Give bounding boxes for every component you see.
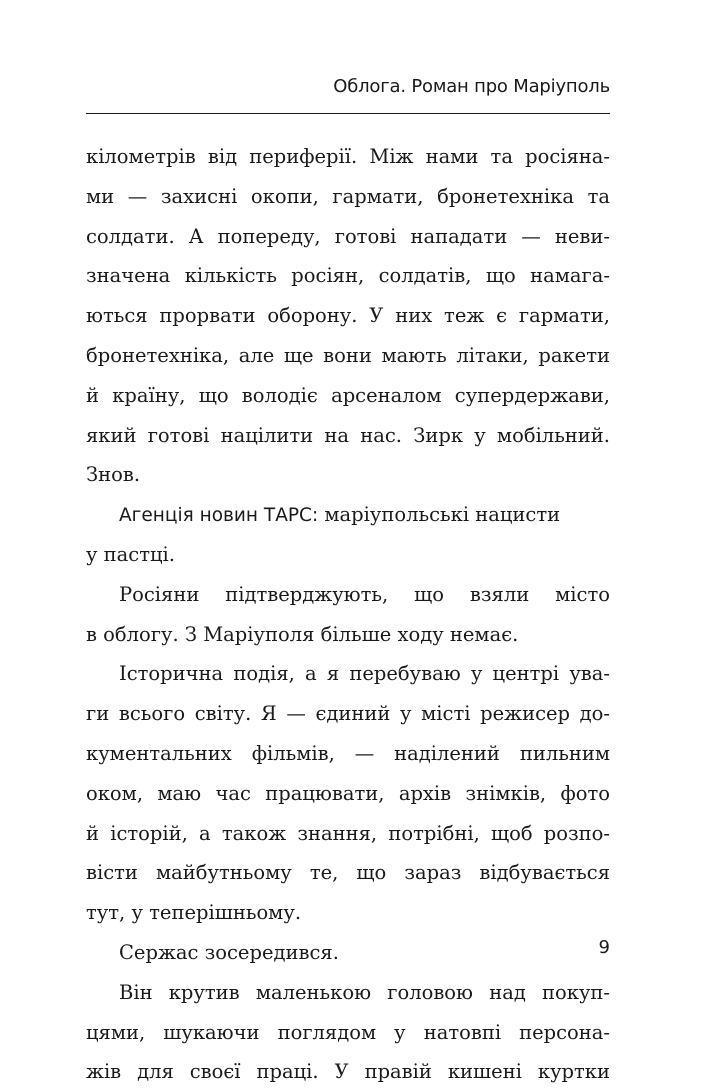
text-line: й країну, що володіє арсеналом супердержави, — [86, 383, 610, 407]
page-number: 9 — [598, 937, 610, 958]
text-line: ються прорвати оборону. У них теж є гармати, — [86, 304, 610, 328]
running-header-title: Облога. Роман про Маріуполь — [333, 76, 610, 97]
text-line: й історій, а також знання, потрібні, щоб розпо- — [86, 821, 610, 845]
header-rule — [86, 113, 610, 114]
text-line: Історична подія, а я перебуваю у центрі ува- — [119, 662, 610, 686]
text-line-news-quote — [86, 495, 610, 535]
text-line: Він крутив маленькою головою над покуп- — [119, 980, 610, 1004]
text-line: оком, маю час працювати, архів знімків, фото — [86, 781, 610, 805]
news-headline-text: маріупольські нацисти — [318, 503, 561, 527]
text-line: ги всього світу. Я — єдиний у місті режисер до- — [86, 702, 610, 726]
text-line: в облогу. З Маріуполя більше ходу немає. — [86, 622, 519, 646]
text-line: який готові націлити на нас. Зирк у мобільний. — [86, 423, 610, 447]
text-line: цями, шукаючи поглядом у натовпі персона- — [86, 1020, 610, 1044]
text-line: ми — захисні окопи, гармати, бронетехніка та — [86, 184, 610, 208]
text-line: бронетехніка, але ще вони мають літаки, ракети — [86, 343, 610, 367]
text-line: кументальних фільмів, — наділений пильним — [86, 741, 610, 765]
text-line: жів для своєї праці. У правій кишені куртки — [86, 1060, 610, 1084]
text-line: солдати. А попереду, готові нападати — неви- — [86, 224, 610, 248]
text-line: Знов. — [86, 463, 141, 487]
body-text — [86, 137, 610, 1092]
text-line: тут, у теперішньому. — [86, 901, 302, 925]
news-agency-label: Агенція новин ТАРС: — [119, 505, 319, 527]
text-line: Сержас зосередився. — [119, 940, 339, 964]
text-line: у пастці. — [86, 542, 175, 566]
text-line: значена кількість росіян, солдатів, що намага- — [86, 264, 610, 288]
text-line: Росіяни підтверджують, що взяли місто — [119, 582, 610, 606]
text-line: кілометрів від периферії. Між нами та росіяна- — [86, 145, 610, 168]
text-line: вісти майбутньому те, що зараз відбувається — [86, 861, 610, 885]
